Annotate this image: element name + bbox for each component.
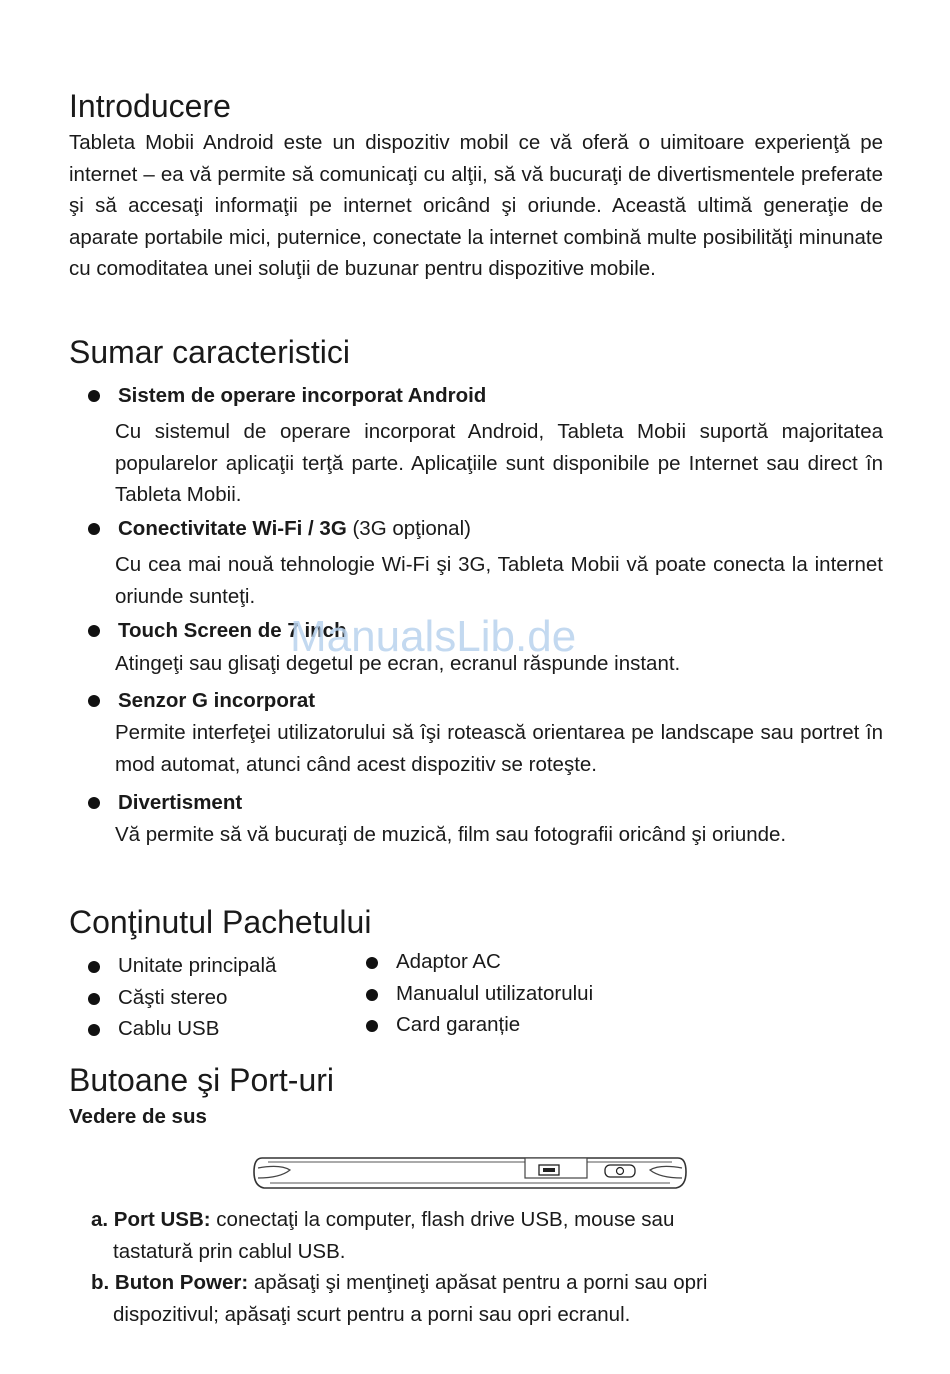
bullet-icon: [88, 797, 100, 809]
power-button-text-cont: dispozitivul; apăsaţi scurt pentru a porni sau opri ecranul.: [113, 1302, 631, 1326]
feature-title: Divertisment: [118, 791, 243, 814]
view-subheading: Vedere de sus: [69, 1105, 207, 1128]
feature-text: Permite interfeţei utilizatorului să îşi rotească orientarea pe landscape sau portret în mod automat, atunci când acest dispozitiv se roteşte.: [115, 721, 883, 776]
section-heading-package: Conţinutul Pachetului: [69, 904, 372, 940]
package-item-label: Unitate principală: [118, 954, 277, 977]
bullet-icon: [88, 961, 100, 973]
package-item-label: Adaptor AC: [396, 950, 501, 973]
section-heading-features: Sumar caracteristici: [69, 334, 350, 370]
package-item-label: Cablu USB: [118, 1017, 220, 1040]
port-usb-text: conectaţi la computer, flash drive USB, mouse sau: [210, 1208, 675, 1231]
feature-text: Vă permite să vă bucuraţi de muzică, film sau fotografii oricând şi oriunde.: [115, 823, 787, 846]
watermark: ManualsLib.de: [290, 612, 577, 661]
usb-port-icon: [539, 1165, 559, 1175]
feature-text: Cu sistemul de operare incorporat Android, Tableta Mobii suportă majoritatea popularelor aplicaţii terţă parte. Aplicaţiile sunt disponibile pe Internet sau direct în Tableta Mobii.: [115, 420, 883, 506]
feature-text: Atingeţi sau glisaţi degetul pe ecran, ecranul răspunde instant.: [115, 652, 681, 675]
bullet-icon: [88, 993, 100, 1005]
feature-title: [118, 516, 471, 542]
feature-text: Cu cea mai nouă tehnologie Wi-Fi şi 3G, Tableta Mobii vă poate conecta la internet oriunde sunteţi.: [115, 553, 883, 608]
section-heading-intro: Introducere: [69, 88, 231, 124]
feature-title: Sistem de operare incorporat Android: [118, 384, 487, 407]
tablet-top-view-illustration: [250, 1148, 690, 1198]
section-heading-buttons: Butoane şi Port-uri: [69, 1062, 335, 1098]
bullet-icon: [366, 1020, 378, 1032]
package-item-label: Manualul utilizatorului: [396, 982, 594, 1005]
bullet-icon: [88, 523, 100, 535]
bullet-icon: [88, 1024, 100, 1036]
bullet-icon: [88, 625, 100, 637]
feature-title: Touch Screen de 7 inch: [118, 619, 347, 642]
bullet-icon: [366, 989, 378, 1001]
package-item-label: Card garanție: [396, 1013, 521, 1036]
power-button-label: b. Buton Power:: [91, 1271, 249, 1294]
port-usb-text-cont: tastatură prin cablul USB.: [113, 1239, 346, 1263]
feature-title-text: Conectivitate Wi-Fi / 3G: [118, 517, 347, 540]
port-usb-label: a. Port USB:: [91, 1208, 211, 1231]
feature-title: Senzor G incorporat: [118, 689, 316, 712]
bullet-icon: [88, 695, 100, 707]
port-usb-description: [91, 1204, 838, 1267]
intro-paragraph: Tableta Mobii Android este un dispozitiv mobil ce vă oferă o uimitoare experienţă pe internet – ea vă permite să comunicaţi cu alţii, să vă bucuraţi de divertismentele preferate şi să accesaţi informaţii pe internet oricând şi oriunde. Această ultimă generaţie de aparate portabile mici, puternice, conectate la internet combină multe posibilităţi minunate cu comoditatea unei soluţii de buzunar pentru dispozitive mobile.: [69, 131, 883, 280]
package-item-label: Căşti stereo: [118, 986, 228, 1009]
bullet-icon: [88, 390, 100, 402]
feature-title-extra: (3G opţional): [346, 517, 471, 540]
bullet-icon: [366, 957, 378, 969]
power-button-description: [91, 1267, 838, 1330]
power-button-text: apăsaţi şi menţineţi apăsat pentru a porni sau opri: [248, 1271, 708, 1294]
power-button-icon: [605, 1165, 635, 1177]
